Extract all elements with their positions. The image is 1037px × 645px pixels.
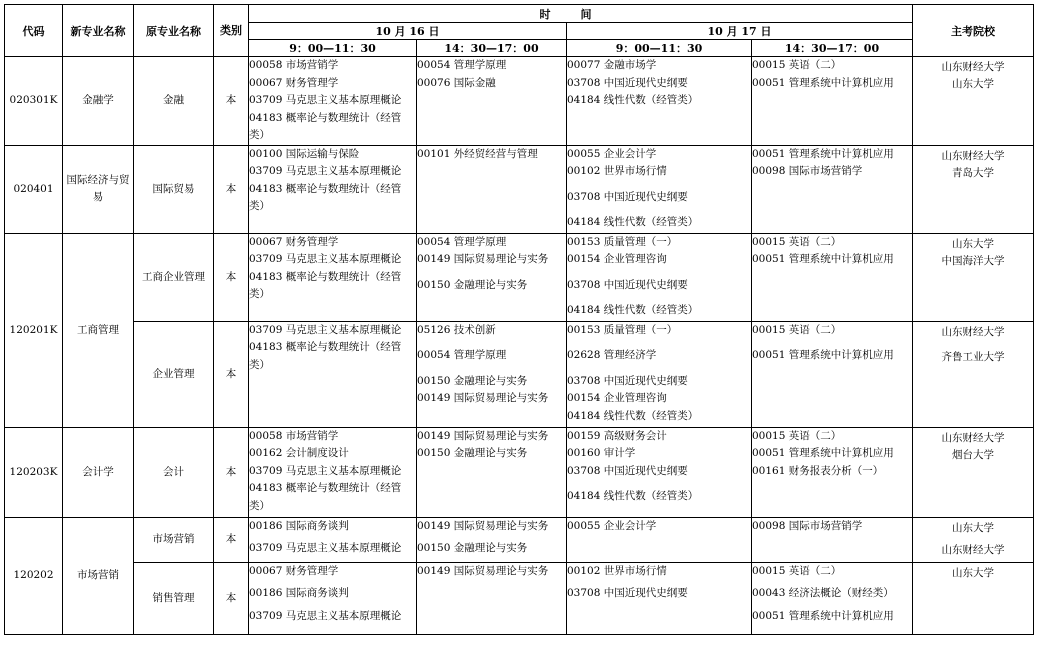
exam-course: 00015 英语（二） xyxy=(752,235,842,248)
oct16-morning-exams xyxy=(249,562,417,634)
exam-course: 04183 概率论与数理统计（经管类） xyxy=(249,341,402,371)
exam-course: 03709 马克思主义基本原理概论 xyxy=(249,165,402,177)
table-row xyxy=(5,57,1034,146)
oct16-morning-exams xyxy=(249,321,417,427)
header-oct17-morning: 9：00—11：30 xyxy=(567,40,752,57)
exam-course: 00054 管理学原理 xyxy=(417,235,507,248)
oct16-afternoon-exams xyxy=(417,233,567,321)
header-school: 主考院校 xyxy=(913,5,1034,57)
oct16-morning-exams xyxy=(249,517,417,562)
exam-course: 00101 外经贸经营与管理 xyxy=(417,147,538,160)
exam-course: 04184 线性代数（经管类） xyxy=(567,94,699,106)
exam-course: 00154 企业管理咨询 xyxy=(567,253,667,265)
header-time: 时间 xyxy=(249,5,913,23)
exam-course: 04184 线性代数（经管类） xyxy=(567,490,699,502)
oct17-afternoon-exams xyxy=(752,427,913,517)
exam-course: 00149 国际贸易理论与实务 xyxy=(417,253,549,265)
orig-major-name: 市场营销 xyxy=(134,517,214,562)
exam-course: 00055 企业会计学 xyxy=(567,519,657,532)
school-name: 烟台大学 xyxy=(952,448,994,461)
new-major-name: 市场营销 xyxy=(63,517,134,634)
school-name: 中国海洋大学 xyxy=(941,254,1005,267)
exam-course: 04183 概率论与数理统计（经管类） xyxy=(249,270,402,300)
exam-course: 00077 金融市场学 xyxy=(567,59,657,71)
exam-course: 00067 财务管理学 xyxy=(249,235,339,248)
school-name: 山东大学 xyxy=(952,521,994,534)
oct17-morning-exams xyxy=(567,57,752,146)
header-oct17-afternoon: 14：30—17：00 xyxy=(752,40,913,57)
exam-course: 03709 马克思主义基本原理概论 xyxy=(249,94,402,106)
level: 本 xyxy=(214,57,249,146)
oct17-afternoon-exams xyxy=(752,57,913,146)
oct16-morning-exams xyxy=(249,427,417,517)
exam-course: 00159 高级财务会计 xyxy=(567,429,667,442)
exam-course: 00154 企业管理咨询 xyxy=(567,392,667,404)
school-name: 山东财经大学 xyxy=(941,543,1005,556)
new-major-name: 工商管理 xyxy=(63,233,134,427)
oct16-afternoon-exams xyxy=(417,145,567,233)
exam-course: 00051 管理系统中计算机应用 xyxy=(752,447,894,459)
table-row xyxy=(5,562,1034,634)
header-date-oct17: 10 月 17 日 xyxy=(567,23,913,40)
oct17-morning-exams xyxy=(567,145,752,233)
school-name: 山东大学 xyxy=(952,78,994,90)
school-name: 山东财经大学 xyxy=(941,149,1005,162)
exam-course: 00102 世界市场行情 xyxy=(567,165,667,177)
exam-course: 05126 技术创新 xyxy=(417,323,496,336)
exam-course: 00076 国际金融 xyxy=(417,76,496,89)
level: 本 xyxy=(214,233,249,321)
oct17-afternoon-exams xyxy=(752,562,913,634)
oct16-morning-exams xyxy=(249,145,417,233)
header-orig-major: 原专业名称 xyxy=(134,5,214,57)
host-schools xyxy=(913,427,1034,517)
school-name: 山东大学 xyxy=(952,237,994,250)
exam-course: 00051 管理系统中计算机应用 xyxy=(752,147,894,160)
oct17-afternoon-exams xyxy=(752,517,913,562)
exam-course: 00058 市场营销学 xyxy=(249,429,339,442)
header-new-major: 新专业名称 xyxy=(63,5,134,57)
exam-course: 03708 中国近现代史纲要 xyxy=(567,374,688,387)
host-schools xyxy=(913,321,1034,427)
exam-course: 00054 管理学原理 xyxy=(417,349,507,361)
orig-major-name: 销售管理 xyxy=(134,562,214,634)
host-schools xyxy=(913,57,1034,146)
exam-course: 00161 财务报表分析（一） xyxy=(752,464,884,477)
school-name: 齐鲁工业大学 xyxy=(941,350,1005,363)
exam-course: 03708 中国近现代史纲要 xyxy=(567,190,688,203)
exam-course: 00051 管理系统中计算机应用 xyxy=(752,609,894,622)
header-oct16-morning: 9：00—11：30 xyxy=(249,40,417,57)
exam-course: 00058 市场营销学 xyxy=(249,59,339,71)
exam-course: 03708 中国近现代史纲要 xyxy=(567,76,688,89)
exam-course: 00150 金融理论与实务 xyxy=(417,278,528,291)
oct16-afternoon-exams xyxy=(417,517,567,562)
exam-course: 04184 线性代数（经管类） xyxy=(567,304,699,316)
exam-course: 04183 概率论与数理统计（经管类） xyxy=(249,182,402,212)
exam-course: 00149 国际贸易理论与实务 xyxy=(417,564,549,577)
exam-course: 00153 质量管理（一） xyxy=(567,323,678,336)
oct16-afternoon-exams xyxy=(417,427,567,517)
exam-course: 00153 质量管理（一） xyxy=(567,235,678,248)
host-schools xyxy=(913,517,1034,562)
exam-course: 00067 财务管理学 xyxy=(249,564,339,577)
table-row xyxy=(5,427,1034,517)
exam-course: 00149 国际贸易理论与实务 xyxy=(417,519,549,532)
exam-course: 00067 财务管理学 xyxy=(249,76,339,89)
school-name: 山东大学 xyxy=(952,566,994,579)
school-name: 山东财经大学 xyxy=(941,325,1005,338)
exam-course: 04183 概率论与数理统计（经管类） xyxy=(249,111,402,141)
exam-course: 00160 审计学 xyxy=(567,447,636,459)
exam-course: 00186 国际商务谈判 xyxy=(249,587,349,599)
exam-course: 00051 管理系统中计算机应用 xyxy=(752,76,894,89)
orig-major-name: 工商企业管理 xyxy=(134,233,214,321)
orig-major-name: 国际贸易 xyxy=(134,145,214,233)
oct17-morning-exams xyxy=(567,427,752,517)
exam-course: 00098 国际市场营销学 xyxy=(752,519,863,532)
exam-course: 00051 管理系统中计算机应用 xyxy=(752,253,894,265)
exam-course: 03709 马克思主义基本原理概论 xyxy=(249,323,402,336)
header-oct16-afternoon: 14：30—17：00 xyxy=(417,40,567,57)
orig-major-name: 会计 xyxy=(134,427,214,517)
table-row xyxy=(5,145,1034,233)
oct16-afternoon-exams xyxy=(417,562,567,634)
exam-course: 03709 马克思主义基本原理概论 xyxy=(249,464,402,477)
oct17-morning-exams xyxy=(567,562,752,634)
table-row xyxy=(5,517,1034,562)
oct17-afternoon-exams xyxy=(752,145,913,233)
exam-course: 04184 线性代数（经管类） xyxy=(567,409,699,422)
oct16-morning-exams xyxy=(249,57,417,146)
oct17-morning-exams xyxy=(567,233,752,321)
new-major-name: 金融学 xyxy=(63,57,134,146)
major-code: 020301K xyxy=(5,57,63,146)
oct16-morning-exams xyxy=(249,233,417,321)
oct16-afternoon-exams xyxy=(417,321,567,427)
school-name: 青岛大学 xyxy=(952,166,994,179)
exam-course: 00100 国际运输与保险 xyxy=(249,147,360,160)
host-schools xyxy=(913,233,1034,321)
new-major-name: 会计学 xyxy=(63,427,134,517)
exam-course: 00098 国际市场营销学 xyxy=(752,165,863,177)
header-level: 类别 xyxy=(214,5,249,57)
exam-course: 03709 马克思主义基本原理概论 xyxy=(249,609,402,622)
exam-course: 03708 中国近现代史纲要 xyxy=(567,464,688,477)
table-row xyxy=(5,321,1034,427)
exam-course: 04183 概率论与数理统计（经管类） xyxy=(249,482,402,512)
exam-course: 00102 世界市场行情 xyxy=(567,564,667,577)
exam-course: 00150 金融理论与实务 xyxy=(417,542,528,554)
major-code: 120202 xyxy=(5,517,63,634)
exam-course: 00149 国际贸易理论与实务 xyxy=(417,429,549,442)
exam-course: 03708 中国近现代史纲要 xyxy=(567,278,688,291)
major-code: 120203K xyxy=(5,427,63,517)
major-code: 120201K xyxy=(5,233,63,427)
orig-major-name: 金融 xyxy=(134,57,214,146)
host-schools xyxy=(913,145,1034,233)
exam-course: 00015 英语（二） xyxy=(752,323,842,336)
header-code: 代码 xyxy=(5,5,63,57)
exam-course: 00015 英语（二） xyxy=(752,564,842,577)
school-name: 山东财经大学 xyxy=(941,61,1005,73)
exam-course: 00015 英语（二） xyxy=(752,59,842,71)
exam-course: 03709 马克思主义基本原理概论 xyxy=(249,253,402,265)
level: 本 xyxy=(214,321,249,427)
host-schools xyxy=(913,562,1034,634)
school-name: 山东财经大学 xyxy=(941,431,1005,444)
new-major-name: 国际经济与贸易 xyxy=(63,145,134,233)
exam-course: 03709 马克思主义基本原理概论 xyxy=(249,542,402,554)
level: 本 xyxy=(214,562,249,634)
exam-course: 00150 金融理论与实务 xyxy=(417,447,528,459)
exam-course: 00150 金融理论与实务 xyxy=(417,374,528,387)
exam-course: 03708 中国近现代史纲要 xyxy=(567,587,688,599)
exam-course: 00015 英语（二） xyxy=(752,429,842,442)
level: 本 xyxy=(214,427,249,517)
major-code: 020401 xyxy=(5,145,63,233)
oct16-afternoon-exams xyxy=(417,57,567,146)
oct17-afternoon-exams xyxy=(752,233,913,321)
exam-course: 04184 线性代数（经管类） xyxy=(567,216,699,228)
exam-course: 00186 国际商务谈判 xyxy=(249,519,349,532)
orig-major-name: 企业管理 xyxy=(134,321,214,427)
exam-course: 00162 会计制度设计 xyxy=(249,447,349,459)
exam-course: 00149 国际贸易理论与实务 xyxy=(417,392,549,404)
exam-course: 00055 企业会计学 xyxy=(567,147,657,160)
exam-course: 00051 管理系统中计算机应用 xyxy=(752,349,894,361)
oct17-morning-exams xyxy=(567,321,752,427)
table-row xyxy=(5,233,1034,321)
exam-schedule-table xyxy=(4,4,1034,635)
exam-course: 02628 管理经济学 xyxy=(567,349,657,361)
exam-course: 00054 管理学原理 xyxy=(417,59,507,71)
header-date-oct16: 10 月 16 日 xyxy=(249,23,567,40)
oct17-morning-exams xyxy=(567,517,752,562)
level: 本 xyxy=(214,517,249,562)
level: 本 xyxy=(214,145,249,233)
oct17-afternoon-exams xyxy=(752,321,913,427)
exam-course: 00043 经济法概论（财经类） xyxy=(752,587,894,599)
